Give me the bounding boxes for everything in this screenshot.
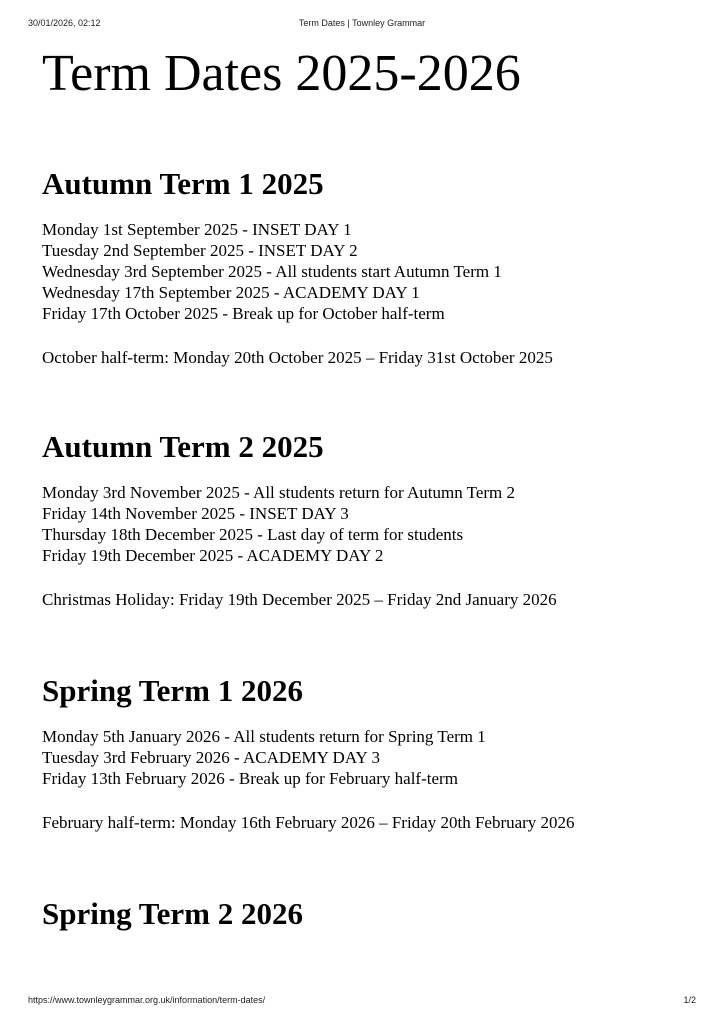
term-event: Tuesday 2nd September 2025 - INSET DAY 2 xyxy=(42,241,358,260)
term-spring-2 xyxy=(42,895,682,933)
holiday-period: Christmas Holiday: Friday 19th December 2025 – Friday 2nd January 2026 xyxy=(42,590,557,609)
page-url: https://www.townleygrammar.org.uk/information/term-dates/ xyxy=(28,995,266,1005)
page-content xyxy=(42,40,682,931)
page-title: Term Dates 2025-2026 xyxy=(42,45,521,102)
term-spring-1 xyxy=(42,672,682,833)
holiday-period: February half-term: Monday 16th February 2026 – Friday 20th February 2026 xyxy=(42,813,575,832)
term-event: Wednesday 3rd September 2025 - All students start Autumn Term 1 xyxy=(42,262,502,281)
term-event-list xyxy=(42,726,682,789)
term-event: Friday 19th December 2025 - ACADEMY DAY 2 xyxy=(42,546,384,565)
term-event: Tuesday 3rd February 2026 - ACADEMY DAY 3 xyxy=(42,748,380,767)
term-event: Monday 5th January 2026 - All students return for Spring Term 1 xyxy=(42,727,486,746)
term-heading: Autumn Term 1 2025 xyxy=(42,166,324,201)
term-event: Monday 3rd November 2025 - All students return for Autumn Term 2 xyxy=(42,483,516,502)
term-event: Wednesday 17th September 2025 - ACADEMY DAY 1 xyxy=(42,283,420,302)
print-document-title: Term Dates | Townley Grammar xyxy=(298,18,426,28)
holiday-period: October half-term: Monday 20th October 2025 – Friday 31st October 2025 xyxy=(42,348,553,367)
print-footer xyxy=(28,995,696,1009)
print-header xyxy=(28,18,696,32)
term-event: Thursday 18th December 2025 - Last day of term for students xyxy=(42,525,464,544)
term-event: Friday 17th October 2025 - Break up for October half-term xyxy=(42,304,445,323)
term-heading: Spring Term 1 2026 xyxy=(42,673,303,708)
term-heading: Autumn Term 2 2025 xyxy=(42,429,324,464)
page-number: 1/2 xyxy=(683,995,696,1005)
term-event: Monday 1st September 2025 - INSET DAY 1 xyxy=(42,220,352,239)
term-event: Friday 13th February 2026 - Break up for February half-term xyxy=(42,769,458,788)
print-datetime: 30/01/2026, 02:12 xyxy=(28,18,101,28)
term-event-list xyxy=(42,482,682,566)
term-event-list xyxy=(42,219,682,324)
term-autumn-1 xyxy=(42,165,682,368)
term-autumn-2 xyxy=(42,428,682,610)
term-heading: Spring Term 2 2026 xyxy=(42,896,303,931)
term-event: Friday 14th November 2025 - INSET DAY 3 xyxy=(42,504,349,523)
